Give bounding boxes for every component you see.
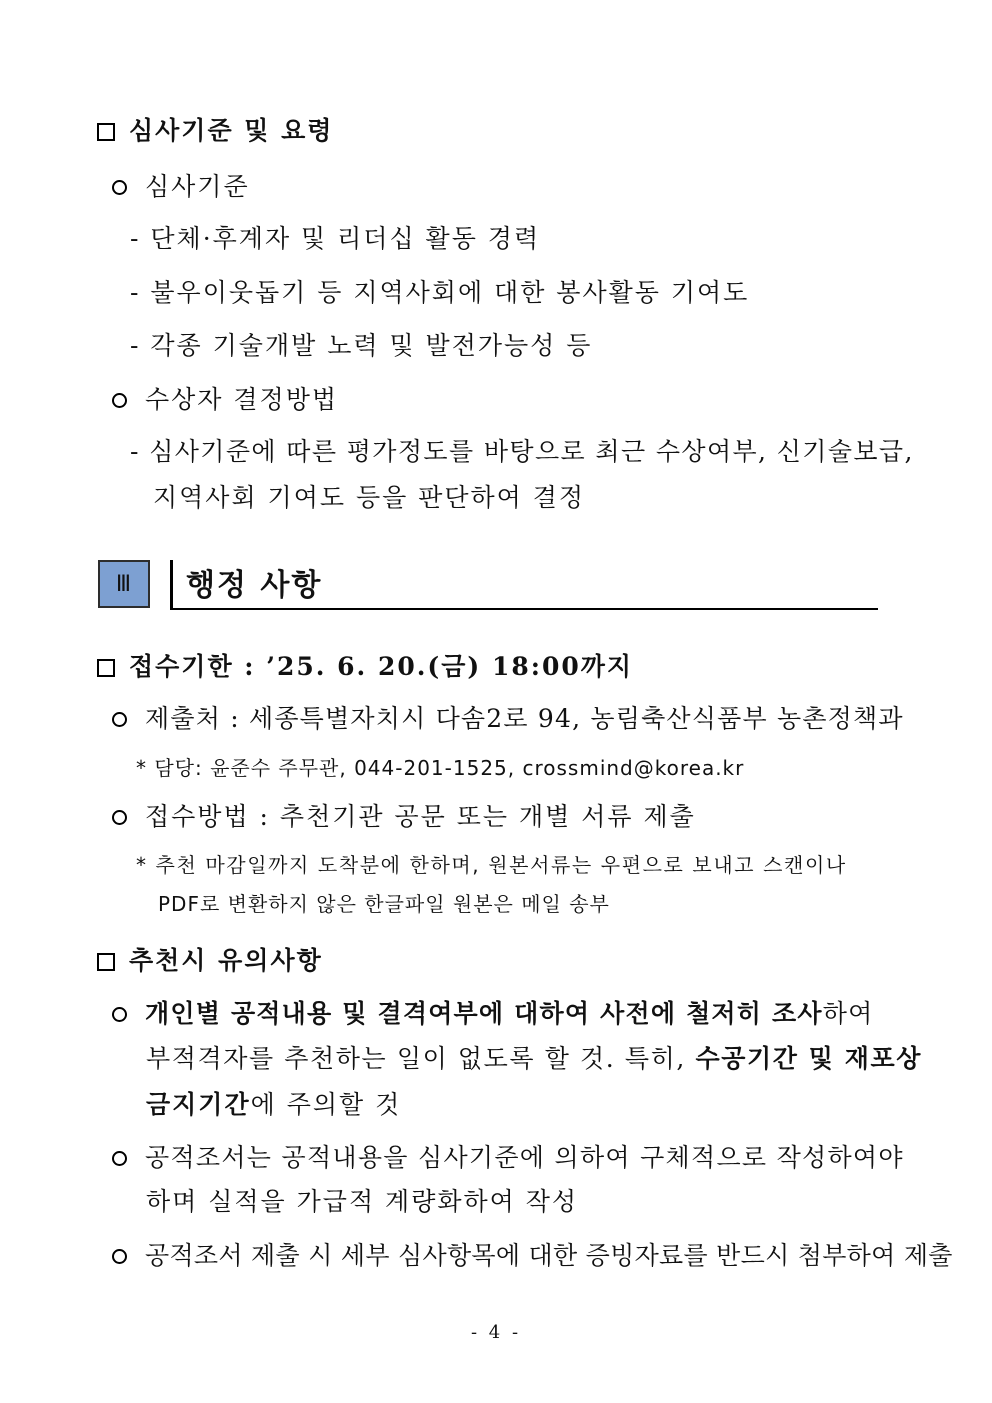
submit-method: 접수방법 : 추천기관 공문 또는 개별 서류 제출 (112, 802, 696, 832)
submit-to: 제출처 : 세종특별자치시 다솜2로 94, 농림축산식품부 농촌정책과 (112, 704, 904, 734)
bullet-circle-icon (112, 1007, 127, 1022)
note-item-1: 개인별 공적내용 및 결격여부에 대하여 사전에 철저히 조사하여 (112, 999, 873, 1029)
criteria-heading: 심사기준 및 요령 (97, 116, 333, 146)
page-number: - 4 - (470, 1322, 522, 1343)
note-item-3: 공적조서 제출 시 세부 심사항목에 대한 증빙자료를 반드시 첨부하여 제출 (112, 1241, 953, 1271)
checkbox-square-icon (97, 123, 115, 141)
section-underline (170, 608, 878, 610)
decision-label: 수상자 결정방법 (112, 385, 338, 415)
method-note-continued: PDF로 변환하지 않은 한글파일 원본은 메일 송부 (158, 892, 610, 916)
checkbox-square-icon (97, 953, 115, 971)
note-item-2-line2: 하며 실적을 가급적 계량화하여 작성 (146, 1187, 579, 1216)
section-title: 행정 사항 (186, 568, 323, 603)
note-item-1-line2: 부적격자를 추천하는 일이 없도록 할 것. 특히, 수공기간 및 재포상 (146, 1044, 923, 1073)
decision-text: - 심사기준에 따른 평가정도를 바탕으로 최근 수상여부, 신기술보급, (130, 437, 914, 466)
bullet-circle-icon (112, 1151, 127, 1166)
checkbox-square-icon (97, 659, 115, 677)
bullet-circle-icon (112, 712, 127, 727)
bullet-circle-icon (112, 180, 127, 195)
deadline-heading: 접수기한 : ’25. 6. 20.(금) 18:00까지 (97, 652, 633, 682)
bullet-circle-icon (112, 393, 127, 408)
method-note: * 추천 마감일까지 도착분에 한하며, 원본서류는 우편으로 보내고 스캔이나 (136, 853, 847, 877)
bullet-circle-icon (112, 1249, 127, 1264)
criteria-item: - 단체·후계자 및 리더십 활동 경력 (130, 224, 541, 253)
contact-note: * 담당: 윤준수 주무관, 044-201-1525, crossmind@korea.kr (136, 756, 745, 780)
note-item-2: 공적조서는 공적내용을 심사기준에 의하여 구체적으로 작성하여야 (112, 1143, 904, 1173)
bullet-circle-icon (112, 810, 127, 825)
notes-heading: 추천시 유의사항 (97, 946, 323, 976)
criteria-item: - 각종 기술개발 노력 및 발전가능성 등 (130, 331, 593, 360)
section-number-badge: Ⅲ (98, 560, 150, 608)
note-item-1-line3: 금지기간에 주의할 것 (146, 1090, 402, 1119)
criteria-item: - 불우이웃돕기 등 지역사회에 대한 봉사활동 기여도 (130, 278, 750, 307)
decision-text-continued: 지역사회 기여도 등을 판단하여 결정 (153, 483, 586, 512)
criteria-label: 심사기준 (112, 172, 250, 202)
section-divider-bar (170, 560, 173, 610)
